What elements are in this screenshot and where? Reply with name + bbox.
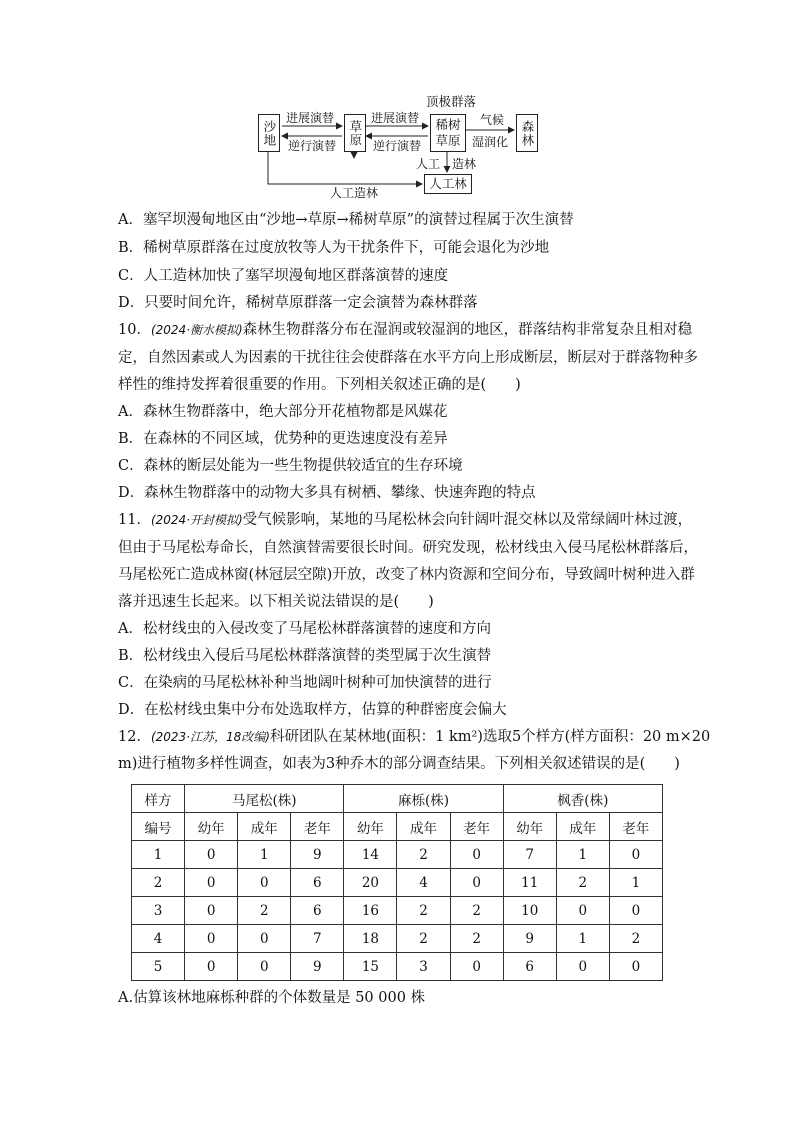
q9-option-c: C．人工造林加快了塞罕坝漫甸地区群落演替的速度 xyxy=(118,268,449,284)
table-cell: 1 xyxy=(238,841,291,869)
table-cell: 4 xyxy=(397,869,450,897)
q11-option-a: A．松材线虫的入侵改变了马尾松林群落演替的速度和方向 xyxy=(118,621,491,637)
table-cell: 0 xyxy=(185,841,238,869)
edge-reverse-2: 逆行演替 xyxy=(373,139,422,153)
succession-diagram xyxy=(250,92,550,200)
q10-stem-1: 森林生物群落分布在湿润或较湿润的地区，群落结构非常复杂且相对稳 xyxy=(242,322,693,338)
col-sample-header-2: 编号 xyxy=(132,813,185,841)
node-rengonglin: 人工林 xyxy=(424,174,472,194)
q9-option-b: B．稀树草原群落在过度放牧等人为干扰条件下，可能会退化为沙地 xyxy=(118,240,550,256)
climax-label: 顶极群落 xyxy=(426,94,477,109)
table-cell: 0 xyxy=(238,953,291,981)
table-cell: 0 xyxy=(556,897,609,925)
q10-option-b: B．在森林的不同区域，优势种的更迭速度没有差异 xyxy=(118,431,448,447)
age-header: 成年 xyxy=(556,813,609,841)
table-cell: 2 xyxy=(397,841,450,869)
age-header: 老年 xyxy=(450,813,503,841)
table-row xyxy=(132,953,663,981)
table-cell: 20 xyxy=(344,869,397,897)
table-header-row-2 xyxy=(132,813,663,841)
table-header-row-1 xyxy=(132,785,663,813)
q12-source: (2023·江苏，18改编) xyxy=(150,730,270,744)
age-header: 幼年 xyxy=(503,813,556,841)
sample-id-cell: 3 xyxy=(132,897,185,925)
species-header: 枫香(株) xyxy=(503,785,662,813)
table-cell: 1 xyxy=(609,869,662,897)
sample-id-cell: 5 xyxy=(132,953,185,981)
table-cell: 2 xyxy=(238,897,291,925)
table-cell: 0 xyxy=(450,953,503,981)
node-xishu: 稀树草原 xyxy=(430,114,466,152)
node-caoyuan: 草原 xyxy=(344,114,366,152)
table-row xyxy=(132,841,663,869)
table-cell: 0 xyxy=(185,869,238,897)
edge-artificial-long: 人工造林 xyxy=(330,186,379,200)
q10-number: 10． xyxy=(118,322,151,338)
table-cell: 0 xyxy=(238,925,291,953)
table-cell: 14 xyxy=(344,841,397,869)
table-cell: 9 xyxy=(291,953,344,981)
table-cell: 0 xyxy=(609,953,662,981)
table-cell: 15 xyxy=(344,953,397,981)
table-cell: 7 xyxy=(291,925,344,953)
table-cell: 9 xyxy=(291,841,344,869)
q12-stem-line-1 xyxy=(118,729,710,746)
table-cell: 2 xyxy=(556,869,609,897)
q12-stem-1: 科研团队在某林地(面积：1 km²)选取5个样方(样方面积：20 m×20 xyxy=(269,729,711,745)
age-header: 成年 xyxy=(397,813,450,841)
table-cell: 0 xyxy=(185,897,238,925)
edge-reverse-1: 逆行演替 xyxy=(288,139,337,153)
table-cell: 10 xyxy=(503,897,556,925)
sample-id-cell: 2 xyxy=(132,869,185,897)
q11-option-b: B．松材线虫入侵后马尾松林群落演替的类型属于次生演替 xyxy=(118,648,492,664)
col-sample-header: 样方 xyxy=(132,785,185,813)
survey-table-body xyxy=(132,785,663,981)
q11-stem-line-2: 但由于马尾松寿命长，自然演替需要很长时间。研究发现，松材线虫入侵马尾松林群落后， xyxy=(118,540,698,556)
q12-option-a: A.估算该林地麻栎种群的个体数量是 50 000 株 xyxy=(118,990,426,1006)
q11-stem-line-3: 马尾松死亡造成林窗(林冠层空隙)开放，改变了林内资源和空间分布，导致阔叶树种进入群 xyxy=(118,567,695,583)
species-header: 马尾松(株) xyxy=(185,785,344,813)
q10-stem-line-1 xyxy=(118,322,692,339)
table-cell: 2 xyxy=(609,925,662,953)
table-cell: 0 xyxy=(450,841,503,869)
q11-stem-1: 受气候影响，某地的马尾松林会向针阔叶混交林以及常绿阔叶林过渡， xyxy=(242,512,693,528)
sample-id-cell: 4 xyxy=(132,925,185,953)
q10-source: (2024·衡水模拟) xyxy=(150,323,243,337)
table-cell: 9 xyxy=(503,925,556,953)
edge-artificial: 人工 xyxy=(416,157,441,171)
q10-stem-line-2: 定，自然因素或人为因素的干扰往往会使群落在水平方向上形成断层，断层对于群落物种多 xyxy=(118,350,698,366)
node-senlin: 森林 xyxy=(516,114,538,152)
table-cell: 2 xyxy=(450,925,503,953)
table-cell: 2 xyxy=(450,897,503,925)
q11-number: 11． xyxy=(118,512,151,528)
edge-climate-top: 气候 xyxy=(480,113,505,127)
q10-option-a: A．森林生物群落中，绝大部分开花植物都是风媒花 xyxy=(118,404,448,420)
table-cell: 0 xyxy=(238,869,291,897)
table-cell: 0 xyxy=(609,841,662,869)
edge-forward-2: 进展演替 xyxy=(371,111,420,125)
table-cell: 0 xyxy=(609,897,662,925)
age-header: 老年 xyxy=(609,813,662,841)
q9-option-d: D．只要时间允许，稀树草原群落一定会演替为森林群落 xyxy=(118,295,478,311)
q10-stem-line-3: 样性的维持发挥着很重要的作用。下列相关叙述正确的是( ) xyxy=(118,377,521,393)
edge-zaolin: 造林 xyxy=(452,157,477,171)
table-cell: 18 xyxy=(344,925,397,953)
table-cell: 3 xyxy=(397,953,450,981)
q12-number: 12． xyxy=(118,729,151,745)
table-cell: 2 xyxy=(397,897,450,925)
table-row xyxy=(132,925,663,953)
table-row xyxy=(132,869,663,897)
table-cell: 1 xyxy=(556,925,609,953)
edge-forward-1: 进展演替 xyxy=(286,111,335,125)
arrow-shadi-artificial xyxy=(268,152,422,184)
table-cell: 6 xyxy=(503,953,556,981)
table-cell: 1 xyxy=(556,841,609,869)
table-cell: 0 xyxy=(556,953,609,981)
q10-option-c: C．森林的断层处能为一些生物提供较适宜的生存环境 xyxy=(118,458,463,474)
survey-table xyxy=(131,784,663,981)
q11-stem-line-4: 落并迅速生长起来。以下相关说法错误的是( ) xyxy=(118,594,434,610)
age-header: 老年 xyxy=(291,813,344,841)
table-cell: 0 xyxy=(185,925,238,953)
node-shadi: 沙地 xyxy=(258,114,280,152)
species-header: 麻栎(株) xyxy=(344,785,503,813)
q12-stem-line-2: m)进行植物多样性调查，如表为3种乔木的部分调查结果。下列相关叙述错误的是( ) xyxy=(118,756,680,772)
sample-id-cell: 1 xyxy=(132,841,185,869)
table-cell: 6 xyxy=(291,869,344,897)
table-cell: 11 xyxy=(503,869,556,897)
table-cell: 0 xyxy=(450,869,503,897)
q11-option-c: C．在染病的马尾松林补种当地阔叶树种可加快演替的进行 xyxy=(118,675,492,691)
q11-stem-line-1 xyxy=(118,512,692,529)
table-cell: 7 xyxy=(503,841,556,869)
q11-option-d: D．在松材线虫集中分布处选取样方，估算的种群密度会偏大 xyxy=(118,702,507,718)
age-header: 幼年 xyxy=(344,813,397,841)
q10-option-d: D．森林生物群落中的动物大多具有树栖、攀缘、快速奔跑的特点 xyxy=(118,485,536,501)
q11-source: (2024·开封模拟) xyxy=(150,513,243,527)
edge-climate-bottom: 湿润化 xyxy=(472,135,509,149)
table-row xyxy=(132,897,663,925)
age-header: 成年 xyxy=(238,813,291,841)
table-cell: 6 xyxy=(291,897,344,925)
table-cell: 0 xyxy=(185,953,238,981)
table-cell: 2 xyxy=(397,925,450,953)
q9-option-a: A．塞罕坝漫甸地区由“沙地→草原→稀树草原”的演替过程属于次生演替 xyxy=(118,212,574,228)
table-cell: 16 xyxy=(344,897,397,925)
age-header: 幼年 xyxy=(185,813,238,841)
